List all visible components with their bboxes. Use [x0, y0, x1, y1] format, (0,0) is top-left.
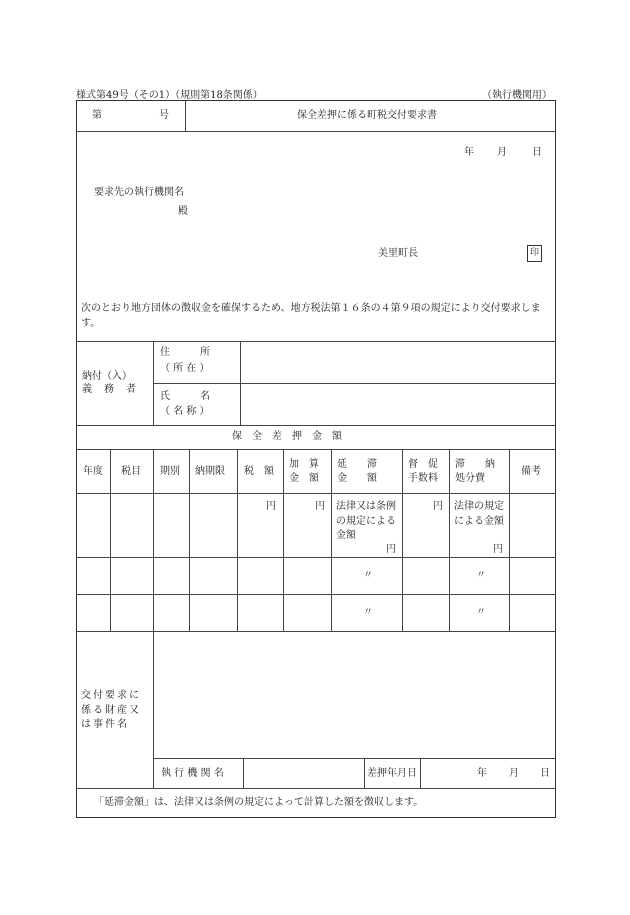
col-kibetsu: 期別 — [160, 466, 180, 477]
rule-title-divider — [185, 100, 186, 131]
rule-row2-bottom — [76, 594, 556, 595]
rule-agency-divider-3 — [420, 758, 421, 788]
name-label-1: 氏 名 — [160, 391, 210, 402]
date-year: 年 — [464, 147, 474, 158]
col-kasan-1: 加 算 — [289, 459, 319, 470]
taxpayer-label-2: 義 務 者 — [82, 384, 137, 395]
rule-taxpayer-bottom — [76, 425, 556, 426]
section-title: 保 全 差 押 金 額 — [232, 431, 342, 442]
seizure-month: 月 — [509, 768, 519, 779]
rule-col-8 — [449, 449, 450, 631]
col-entai-2: 金 額 — [337, 473, 377, 484]
row3-entai-ditto: 〃 — [363, 607, 373, 618]
date-day: 日 — [532, 147, 542, 158]
rule-col-2 — [153, 449, 154, 788]
col-tokusoku-2: 手数料 — [408, 473, 438, 484]
date-month: 月 — [497, 147, 507, 158]
rule-section-title-bottom — [76, 449, 556, 450]
rule-col-1 — [110, 449, 111, 631]
rule-body-bottom — [76, 341, 556, 342]
rule-agency-divider-2 — [364, 758, 365, 788]
seizure-day: 日 — [540, 768, 550, 779]
row1-yen-kasan: 円 — [315, 501, 325, 512]
rule-agency-bottom — [76, 788, 556, 789]
document-title: 保全差押に係る町税交付要求書 — [297, 110, 437, 121]
rule-property-bottom — [153, 758, 556, 759]
usage-note: （執行機関用） — [482, 90, 552, 101]
rule-row3-bottom — [76, 631, 556, 632]
body-text: 次のとおり地方団体の徴収金を確保するため、地方税法第１６条の４第９項の規定により交付要求します。 — [81, 303, 541, 329]
col-biko: 備考 — [521, 466, 541, 477]
row1-yen-zeigaku: 円 — [266, 501, 276, 512]
row2-shobun-ditto: 〃 — [476, 570, 486, 581]
footnote: 「延滞金額」は、法律又は条例の規定によって計算した額を徴収します。 — [94, 797, 424, 808]
seizure-year: 年 — [477, 768, 487, 779]
address-label-2: （ 所 在 ） — [160, 363, 210, 374]
name-label-2: （ 名 称 ） — [160, 406, 210, 417]
form-number: 様式第49号（その1）（規則第18条関係） — [76, 90, 263, 101]
rule-taxpayer-divider-2 — [240, 341, 241, 425]
rule-colhead-bottom — [76, 493, 556, 494]
rule-col-4 — [237, 449, 238, 631]
addressee-honorific: 殿 — [178, 206, 188, 217]
address-label-1: 住 所 — [160, 347, 210, 358]
row3-shobun-ditto: 〃 — [476, 607, 486, 618]
col-nendo: 年度 — [83, 466, 103, 477]
row1-shobun-note: 法律の規定による金額 — [454, 501, 504, 527]
seizure-date-label: 差押年月日 — [367, 768, 417, 779]
rule-col-5 — [283, 449, 284, 631]
col-zeimoku: 税目 — [121, 466, 141, 477]
seal-mark: 印 — [527, 245, 542, 262]
row1-entai-yen: 円 — [386, 544, 396, 555]
rule-taxpayer-divider-1 — [153, 341, 154, 425]
property-label: 交付要求に係る財産又は事件名 — [81, 690, 141, 730]
col-shobun-2: 処分費 — [455, 473, 485, 484]
rule-address-bottom — [153, 383, 556, 384]
taxpayer-label-1: 納付（入） — [82, 371, 132, 382]
col-kasan-2: 金 額 — [289, 473, 319, 484]
rule-title-bottom — [76, 131, 556, 132]
rule-col-6 — [331, 449, 332, 631]
col-nouki: 納期限 — [195, 466, 225, 477]
col-shobun-1: 滞 納 — [455, 459, 495, 470]
col-entai-1: 延 滞 — [337, 459, 377, 470]
rule-row1-bottom — [76, 557, 556, 558]
row2-entai-ditto: 〃 — [363, 570, 373, 581]
rule-col-7 — [402, 449, 403, 631]
number-label-dai: 第 — [92, 110, 102, 121]
addressee-label: 要求先の執行機関名 — [94, 187, 184, 198]
issuer-name: 美里町長 — [378, 248, 418, 259]
number-label-go: 号 — [159, 110, 169, 121]
rule-agency-divider-1 — [243, 758, 244, 788]
col-tokusoku-1: 督 促 — [408, 459, 438, 470]
rule-col-3 — [189, 449, 190, 631]
row1-shobun-yen: 円 — [493, 544, 503, 555]
rule-col-9 — [509, 449, 510, 631]
col-zeigaku: 税 額 — [244, 466, 274, 477]
row1-yen-tokusoku: 円 — [433, 501, 443, 512]
row1-entai-note: 法律又は条例の規定による金額 — [336, 501, 396, 541]
agency-label: 執 行 機 関 名 — [161, 768, 224, 779]
